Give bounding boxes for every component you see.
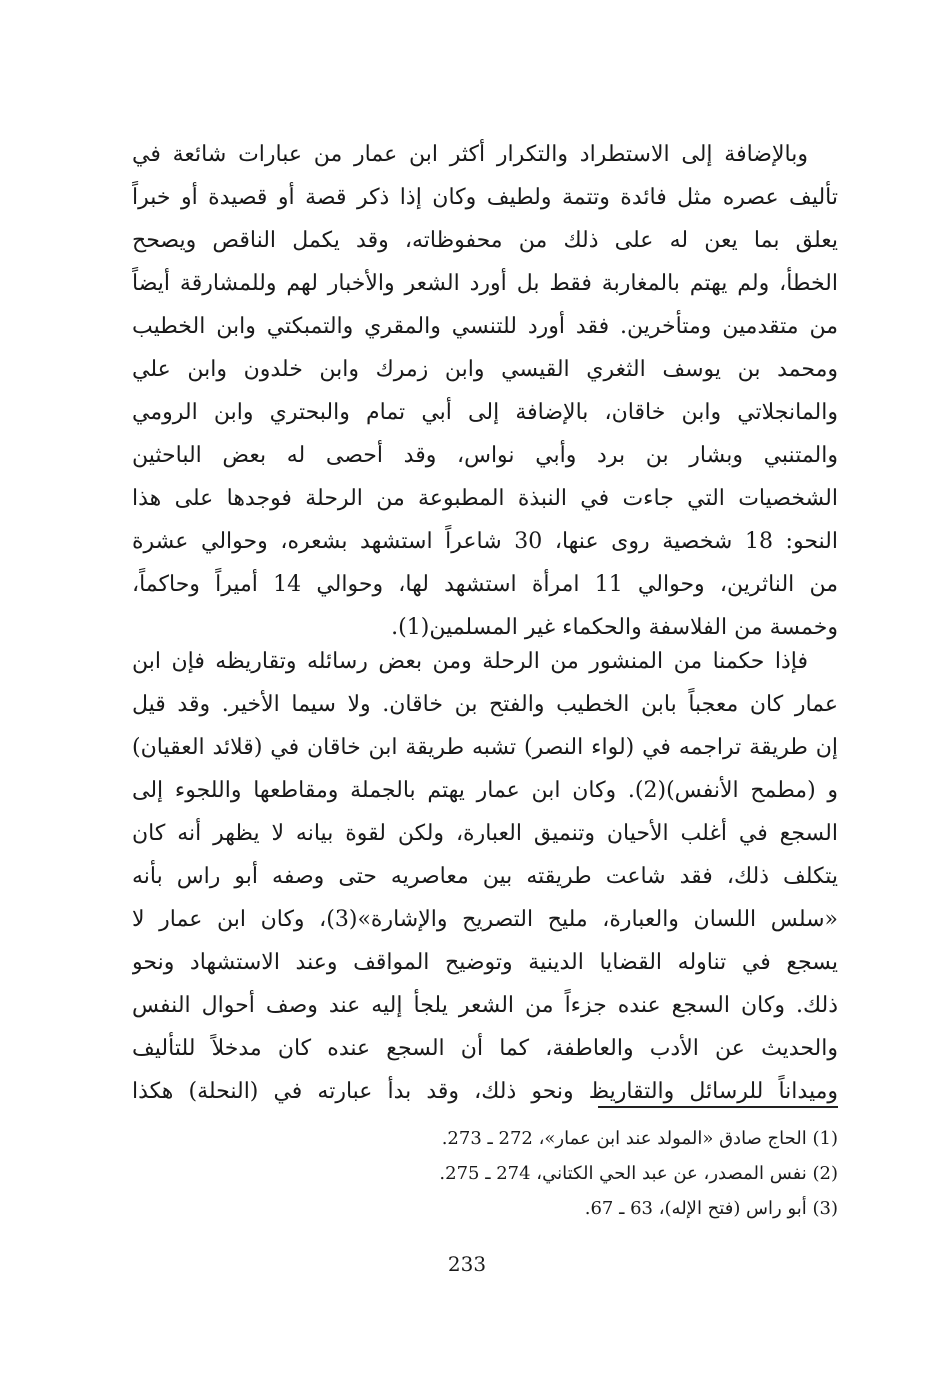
paragraph-line: يعلق بما يعن له على ذلك من محفوظاته، وقد يكمل الناقص ويصحح bbox=[132, 228, 838, 253]
footnote-2: (2) نفس المصدر، عن عبد الحي الكتاني، 274 ـ 275. bbox=[439, 1163, 838, 1184]
paragraph-line: ومحمد بن يوسف الثغري القيسي وابن زمرك وابن خلدون وابن علي bbox=[132, 357, 838, 382]
paragraph-line: يتكلف ذلك، فقد شاعت طريقته بين معاصريه حتى وصفه أبو راس بأنه bbox=[132, 864, 838, 889]
paragraph-line: ذلك. وكان السجع عنده جزءاً من الشعر يلجأ إليه عند وصف أحوال النفس bbox=[132, 993, 838, 1018]
footnote-3: (3) أبو راس (فتح الإله)، 63 ـ 67. bbox=[584, 1198, 838, 1219]
paragraph-line: الخطأ، ولم يهتم بالمغاربة فقط بل أورد الشعر والأخبار لهم وللمشارقة أيضاً bbox=[132, 271, 838, 296]
paragraph-line: عمار كان معجباً بابن الخطيب والفتح بن خاقان. ولا سيما الأخير. وقد قيل bbox=[132, 692, 838, 717]
paragraph-line: والمتنبي وبشار بن برد وأبي نواس، وقد أحصى له بعض الباحثين bbox=[132, 443, 838, 468]
paragraph-line: وخمسة من الفلاسفة والحكماء غير المسلمين(1). bbox=[391, 615, 838, 640]
paragraph-line: النحو: 18 شخصية روى عنها، 30 شاعراً استشهد بشعره، وحوالي عشرة bbox=[132, 529, 838, 554]
footnotes bbox=[132, 1121, 838, 1226]
footnote-1: (1) الحاج صادق «المولد عند ابن عمار»، 272 ـ 273. bbox=[441, 1128, 838, 1149]
paragraph-line: والمانجلاتي وابن خاقان، بالإضافة إلى أبي تمام والبحتري وابن الرومي bbox=[132, 400, 838, 425]
paragraph-line: السجع في أغلب الأحيان وتنميق العبارة، ولكن لقوة بيانه لا يظهر أنه كان bbox=[132, 821, 838, 846]
paragraph-line: وميداناً للرسائل والتقاريظ ونحو ذلك، وقد بدأ عبارته في (النحلة) هكذا bbox=[132, 1079, 838, 1104]
paragraph-line: من متقدمين ومتأخرين. فقد أورد للتنسي والمقري والتمبكتي وابن الخطيب bbox=[132, 314, 838, 339]
paragraph-line: و (مطمح الأنفس)(2). وكان ابن عمار يهتم بالجملة ومقاطعها واللجوء إلى bbox=[132, 778, 838, 803]
footnote-separator bbox=[598, 1106, 838, 1108]
paragraph-line: والحديث عن الأدب والعاطفة، كما أن السجع عنده كان مدخلاً للتأليف bbox=[132, 1036, 838, 1061]
paragraph-line: يسجع في تناوله القضايا الدينية وتوضيح المواقف وعند الاستشهاد ونحو bbox=[132, 950, 838, 975]
page-number: 233 bbox=[447, 1252, 487, 1276]
body-paragraph-2 bbox=[132, 640, 838, 1113]
paragraph-line: فإذا حكمنا من المنشور من الرحلة ومن بعض رسائله وتقاريظه فإن ابن bbox=[132, 649, 808, 674]
paragraph-line: «سلس اللسان والعبارة، مليح التصريح والإشارة»(3)، وكان ابن عمار لا bbox=[132, 907, 838, 932]
paragraph-line: تأليف عصره مثل فائدة وتتمة ولطيف وكان إذا ذكر قصة أو قصيدة أو خبراً bbox=[132, 185, 838, 210]
paragraph-line: وبالإضافة إلى الاستطراد والتكرار أكثر ابن عمار من عبارات شائعة في bbox=[132, 142, 808, 167]
paragraph-line: الشخصيات التي جاءت في النبذة المطبوعة من الرحلة فوجدها على هذا bbox=[132, 486, 838, 511]
paragraph-line: إن طريقة تراجمه في (لواء النصر) تشبه طريقة ابن خاقان في (قلائد العقيان) bbox=[132, 735, 838, 760]
paragraph-line: من الناثرين، وحوالي 11 امرأة استشهد لها، وحوالي 14 أميراً وحاكماً، bbox=[132, 572, 838, 597]
body-paragraph-1 bbox=[132, 133, 838, 649]
